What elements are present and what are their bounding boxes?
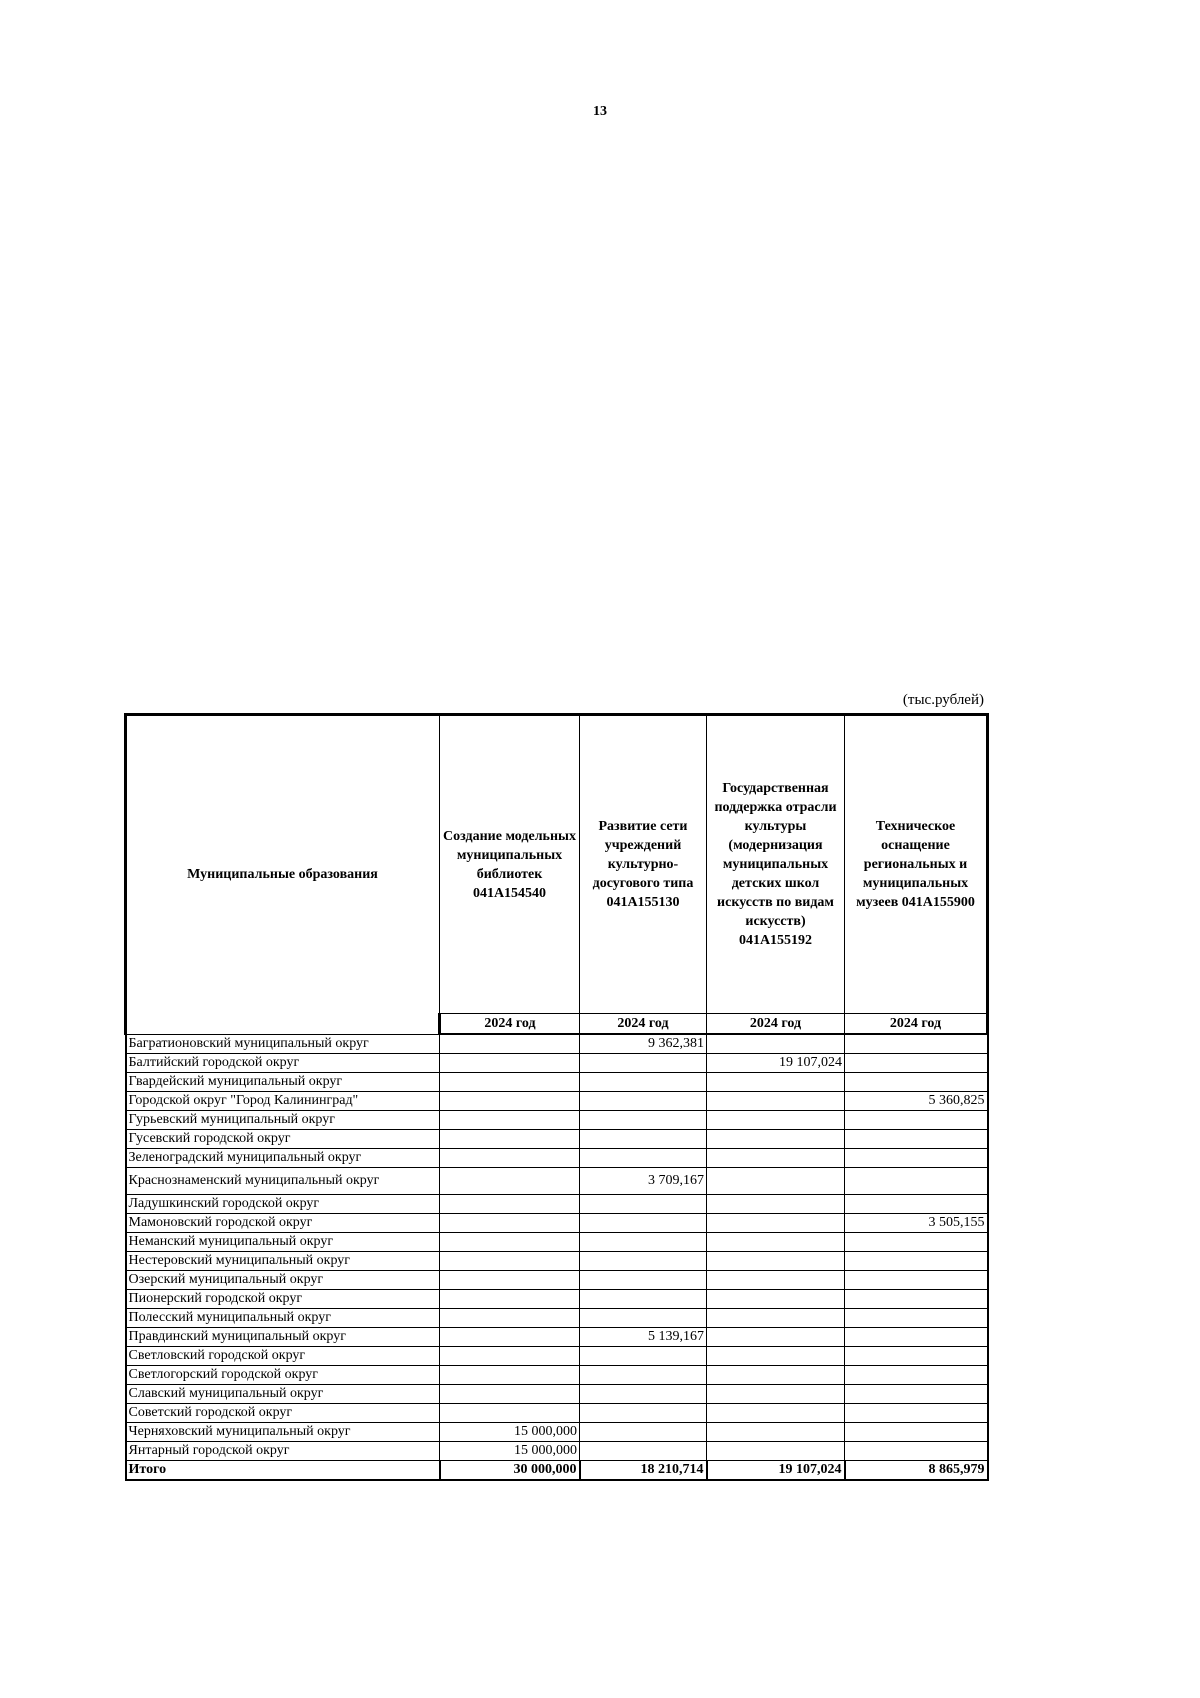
- amount-cell: [845, 1252, 988, 1271]
- amount-cell: [440, 1195, 580, 1214]
- amount-cell: [440, 1271, 580, 1290]
- amount-cell: [580, 1423, 707, 1442]
- municipality-name: Гвардейский муниципальный округ: [126, 1073, 440, 1092]
- table-row: [126, 1404, 988, 1423]
- amount-cell: [707, 1073, 845, 1092]
- table-row: [126, 1214, 988, 1233]
- municipality-name: Светловский городской округ: [126, 1347, 440, 1366]
- amount-cell: [440, 1385, 580, 1404]
- table-row: [126, 1073, 988, 1092]
- amount-cell: [845, 1073, 988, 1092]
- amount-cell: [707, 1233, 845, 1252]
- amount-cell: [707, 1423, 845, 1442]
- amount-cell: [580, 1366, 707, 1385]
- amount-cell: [707, 1252, 845, 1271]
- amount-cell: [440, 1328, 580, 1347]
- budget-table: [124, 713, 989, 1481]
- amount-cell: [580, 1233, 707, 1252]
- table-row: [126, 1111, 988, 1130]
- table-row: [126, 1149, 988, 1168]
- amount-cell: [440, 1034, 580, 1054]
- municipality-name: Янтарный городской округ: [126, 1442, 440, 1461]
- amount-cell: [845, 1290, 988, 1309]
- table-row: [126, 1290, 988, 1309]
- amount-cell: [440, 1347, 580, 1366]
- amount-cell: [440, 1309, 580, 1328]
- year-header: 2024 год: [440, 1014, 580, 1035]
- table-row: [126, 1130, 988, 1149]
- amount-cell: [580, 1385, 707, 1404]
- amount-cell: [440, 1252, 580, 1271]
- municipality-name: Светлогорский городской округ: [126, 1366, 440, 1385]
- total-label: Итого: [126, 1461, 440, 1481]
- table-row: [126, 1168, 988, 1195]
- amount-cell: [707, 1111, 845, 1130]
- amount-cell: [845, 1111, 988, 1130]
- municipality-name: Краснознаменский муниципальный округ: [126, 1168, 440, 1195]
- amount-cell: 5 139,167: [580, 1328, 707, 1347]
- table-row: [126, 1233, 988, 1252]
- page-number: 13: [593, 104, 607, 119]
- amount-cell: [845, 1385, 988, 1404]
- amount-cell: [845, 1233, 988, 1252]
- amount-cell: 9 362,381: [580, 1034, 707, 1054]
- amount-cell: [845, 1423, 988, 1442]
- municipality-name: Озерский муниципальный округ: [126, 1271, 440, 1290]
- amount-cell: [440, 1111, 580, 1130]
- amount-cell: [440, 1092, 580, 1111]
- total-amount: 30 000,000: [440, 1461, 580, 1481]
- amount-cell: [845, 1168, 988, 1195]
- amount-cell: [440, 1214, 580, 1233]
- municipality-name: Ладушкинский городской округ: [126, 1195, 440, 1214]
- amount-cell: [707, 1092, 845, 1111]
- amount-cell: [845, 1442, 988, 1461]
- table-row: [126, 1347, 988, 1366]
- amount-cell: [580, 1271, 707, 1290]
- amount-cell: [580, 1442, 707, 1461]
- amount-cell: [580, 1111, 707, 1130]
- total-amount: 18 210,714: [580, 1461, 707, 1481]
- municipality-name: Славский муниципальный округ: [126, 1385, 440, 1404]
- municipality-name: Зеленоградский муниципальный округ: [126, 1149, 440, 1168]
- amount-cell: [440, 1130, 580, 1149]
- municipality-name: Нестеровский муниципальный округ: [126, 1252, 440, 1271]
- municipality-name: Гусевский городской округ: [126, 1130, 440, 1149]
- amount-cell: [440, 1073, 580, 1092]
- amount-cell: [580, 1404, 707, 1423]
- amount-cell: [707, 1034, 845, 1054]
- table-row: [126, 1054, 988, 1073]
- amount-cell: [707, 1385, 845, 1404]
- table-body: [126, 1034, 988, 1480]
- amount-cell: [707, 1366, 845, 1385]
- municipality-name: Балтийский городской округ: [126, 1054, 440, 1073]
- amount-cell: [440, 1366, 580, 1385]
- table-row: [126, 1442, 988, 1461]
- municipality-name: Черняховский муниципальный округ: [126, 1423, 440, 1442]
- amount-cell: 15 000,000: [440, 1442, 580, 1461]
- units-label: (тыс.рублей): [902, 692, 984, 708]
- municipality-name: Правдинский муниципальный округ: [126, 1328, 440, 1347]
- amount-cell: [580, 1092, 707, 1111]
- table-row: [126, 1385, 988, 1404]
- amount-cell: [707, 1309, 845, 1328]
- amount-cell: [845, 1347, 988, 1366]
- amount-cell: [707, 1214, 845, 1233]
- municipality-name: Мамоновский городской округ: [126, 1214, 440, 1233]
- amount-cell: [580, 1149, 707, 1168]
- column-header-municipality: Муниципальные образования: [126, 715, 440, 1035]
- total-row: [126, 1461, 988, 1481]
- amount-cell: [580, 1054, 707, 1073]
- amount-cell: 3 505,155: [845, 1214, 988, 1233]
- amount-cell: [707, 1347, 845, 1366]
- amount-cell: [845, 1034, 988, 1054]
- amount-cell: [707, 1168, 845, 1195]
- amount-cell: [580, 1290, 707, 1309]
- amount-cell: [707, 1442, 845, 1461]
- amount-cell: [440, 1168, 580, 1195]
- year-header: 2024 год: [845, 1014, 988, 1035]
- table-row: [126, 1328, 988, 1347]
- amount-cell: [845, 1130, 988, 1149]
- year-header: 2024 год: [707, 1014, 845, 1035]
- amount-cell: [707, 1149, 845, 1168]
- column-header-libraries: Создание модельных муниципальных библиотек 041А154540: [440, 715, 580, 1014]
- amount-cell: [845, 1366, 988, 1385]
- amount-cell: [580, 1130, 707, 1149]
- table-row: [126, 1271, 988, 1290]
- amount-cell: [707, 1328, 845, 1347]
- table-row: [126, 1034, 988, 1054]
- municipality-name: Багратионовский муниципальный округ: [126, 1034, 440, 1054]
- amount-cell: [580, 1073, 707, 1092]
- municipality-name: Городской округ "Город Калининград": [126, 1092, 440, 1111]
- municipality-name: Гурьевский муниципальный округ: [126, 1111, 440, 1130]
- column-header-museums: Техническое оснащение региональных и муниципальных музеев 041А155900: [845, 715, 988, 1014]
- table-row: [126, 1252, 988, 1271]
- amount-cell: [845, 1271, 988, 1290]
- table-row: [126, 1366, 988, 1385]
- amount-cell: [440, 1404, 580, 1423]
- amount-cell: [440, 1149, 580, 1168]
- municipality-name: Советский городской округ: [126, 1404, 440, 1423]
- amount-cell: [845, 1404, 988, 1423]
- table-row: [126, 1195, 988, 1214]
- amount-cell: [845, 1149, 988, 1168]
- amount-cell: [580, 1214, 707, 1233]
- amount-cell: [707, 1130, 845, 1149]
- amount-cell: [580, 1195, 707, 1214]
- amount-cell: 5 360,825: [845, 1092, 988, 1111]
- amount-cell: [440, 1054, 580, 1073]
- amount-cell: [845, 1328, 988, 1347]
- amount-cell: [707, 1195, 845, 1214]
- amount-cell: [440, 1290, 580, 1309]
- municipality-name: Пионерский городской округ: [126, 1290, 440, 1309]
- municipality-name: Неманский муниципальный округ: [126, 1233, 440, 1252]
- amount-cell: [707, 1271, 845, 1290]
- amount-cell: [707, 1290, 845, 1309]
- column-header-art-schools: Государственная поддержка отрасли культуры (модернизация муниципальных детских школ искусств по видам искусств) 041А155192: [707, 715, 845, 1014]
- table-row: [126, 1309, 988, 1328]
- year-header: 2024 год: [580, 1014, 707, 1035]
- amount-cell: [845, 1309, 988, 1328]
- total-amount: 8 865,979: [845, 1461, 988, 1481]
- amount-cell: [440, 1233, 580, 1252]
- total-amount: 19 107,024: [707, 1461, 845, 1481]
- amount-cell: 19 107,024: [707, 1054, 845, 1073]
- table-row: [126, 1423, 988, 1442]
- amount-cell: [580, 1252, 707, 1271]
- table-row: [126, 1092, 988, 1111]
- amount-cell: 3 709,167: [580, 1168, 707, 1195]
- municipality-name: Полесский муниципальный округ: [126, 1309, 440, 1328]
- amount-cell: [580, 1309, 707, 1328]
- amount-cell: [845, 1195, 988, 1214]
- amount-cell: [845, 1054, 988, 1073]
- amount-cell: 15 000,000: [440, 1423, 580, 1442]
- amount-cell: [580, 1347, 707, 1366]
- amount-cell: [707, 1404, 845, 1423]
- table-header-row: [126, 715, 988, 1014]
- column-header-cultural-network: Развитие сети учреждений культурно-досугового типа 041А155130: [580, 715, 707, 1014]
